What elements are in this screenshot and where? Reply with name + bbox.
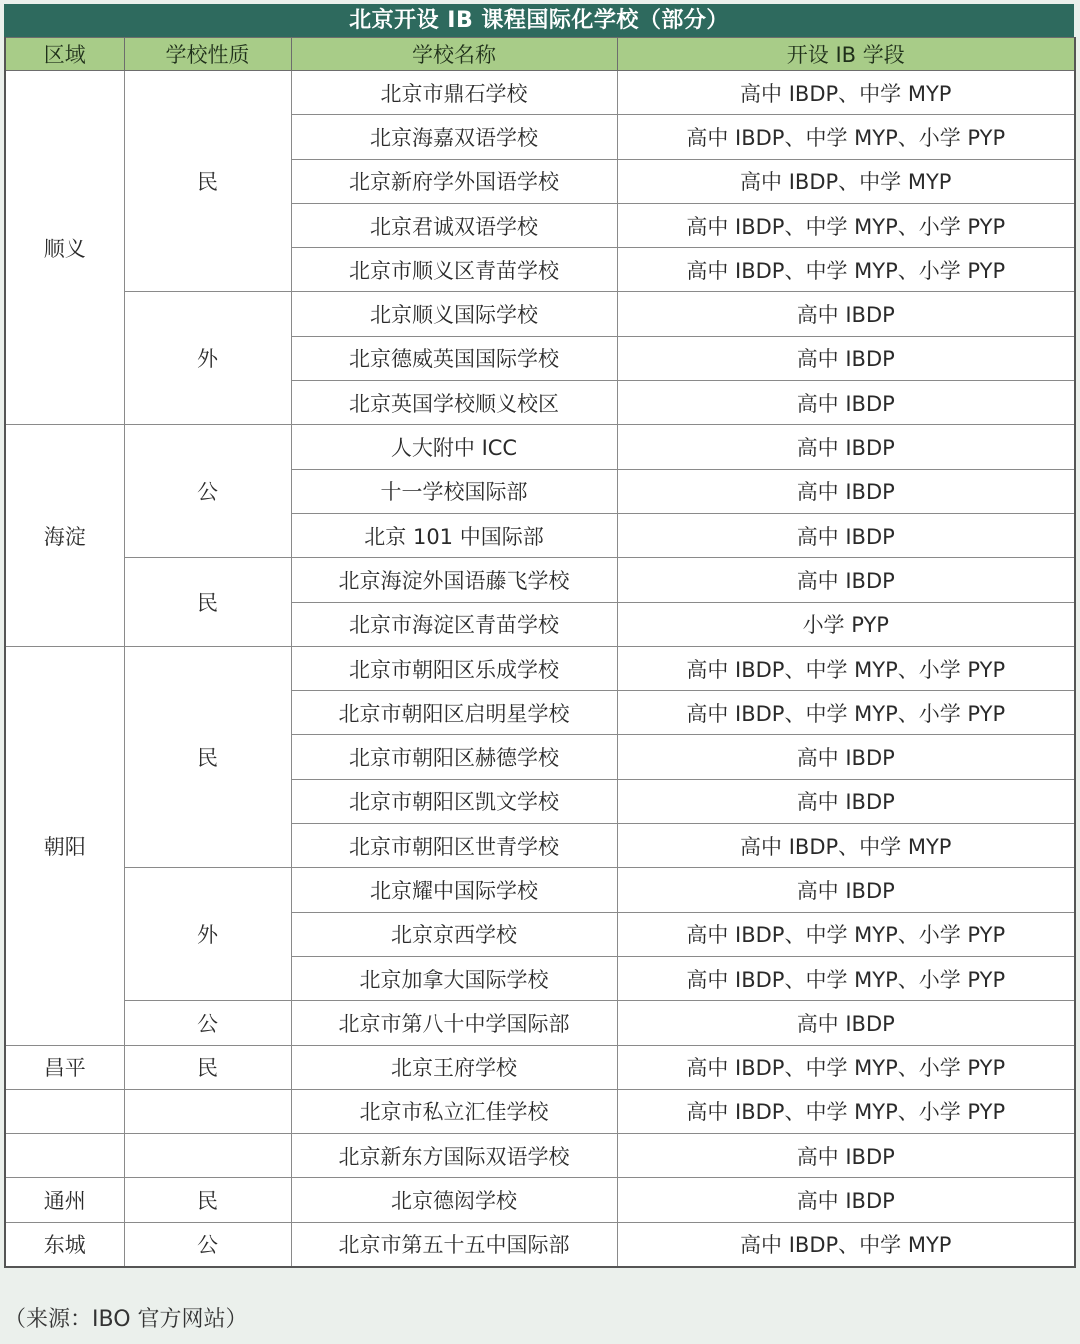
school-name-cell: 北京顺义国际学校 [291, 292, 617, 336]
table-row [5, 646, 1075, 690]
ib-stage-cell: 高中 IBDP、中学 MYP [617, 71, 1075, 115]
school-type-cell: 民 [124, 1178, 291, 1222]
school-type-cell: 外 [124, 868, 291, 1001]
ib-stage-cell: 高中 IBDP、中学 MYP、小学 PYP [617, 203, 1075, 247]
table-row [5, 1001, 1075, 1045]
ib-stage-cell: 高中 IBDP、中学 MYP、小学 PYP [617, 646, 1075, 690]
table-row [5, 1089, 1075, 1133]
ib-stage-cell: 高中 IBDP [617, 1134, 1075, 1178]
ib-stage-cell: 高中 IBDP、中学 MYP、小学 PYP [617, 115, 1075, 159]
ib-stage-cell: 高中 IBDP [617, 425, 1075, 469]
school-name-cell: 北京王府学校 [291, 1045, 617, 1089]
school-name-cell: 北京市私立汇佳学校 [291, 1089, 617, 1133]
ib-stage-cell: 高中 IBDP、中学 MYP、小学 PYP [617, 912, 1075, 956]
school-type-cell: 公 [124, 1001, 291, 1045]
school-name-cell: 十一学校国际部 [291, 469, 617, 513]
header-region: 区域 [5, 38, 124, 71]
school-type-cell: 民 [124, 558, 291, 647]
school-name-cell: 北京加拿大国际学校 [291, 956, 617, 1000]
region-cell: 昌平 [5, 1045, 124, 1089]
school-name-cell: 北京市朝阳区乐成学校 [291, 646, 617, 690]
school-name-cell: 人大附中 ICC [291, 425, 617, 469]
header-ib-stage: 开设 IB 学段 [617, 38, 1075, 71]
region-cell: 东城 [5, 1222, 124, 1267]
ib-stage-cell: 高中 IBDP [617, 558, 1075, 602]
ib-stage-cell: 高中 IBDP、中学 MYP、小学 PYP [617, 1089, 1075, 1133]
ib-stage-cell: 高中 IBDP [617, 779, 1075, 823]
school-type-cell: 外 [124, 292, 291, 425]
ib-stage-cell: 高中 IBDP、中学 MYP [617, 824, 1075, 868]
table-row [5, 1134, 1075, 1178]
school-type-cell: 民 [124, 646, 291, 867]
school-type-cell: 民 [124, 71, 291, 292]
school-name-cell: 北京 101 中国际部 [291, 513, 617, 557]
ib-stage-cell: 高中 IBDP、中学 MYP、小学 PYP [617, 691, 1075, 735]
ib-stage-cell: 高中 IBDP [617, 336, 1075, 380]
school-name-cell: 北京德威英国国际学校 [291, 336, 617, 380]
school-name-cell: 北京英国学校顺义校区 [291, 381, 617, 425]
school-name-cell: 北京海嘉双语学校 [291, 115, 617, 159]
school-name-cell: 北京新东方国际双语学校 [291, 1134, 617, 1178]
school-name-cell: 北京市朝阳区世青学校 [291, 824, 617, 868]
school-name-cell: 北京耀中国际学校 [291, 868, 617, 912]
table-row [5, 292, 1075, 336]
ib-stage-cell: 高中 IBDP、中学 MYP、小学 PYP [617, 248, 1075, 292]
ib-stage-cell: 高中 IBDP [617, 292, 1075, 336]
region-cell: 朝阳 [5, 646, 124, 1045]
region-cell [5, 1089, 124, 1133]
table-title: 北京开设 IB 课程国际化学校（部分） [4, 4, 1074, 37]
header-school-name: 学校名称 [291, 38, 617, 71]
region-cell [5, 1134, 124, 1178]
table-row [5, 1045, 1075, 1089]
school-type-cell: 公 [124, 425, 291, 558]
school-name-cell: 北京京西学校 [291, 912, 617, 956]
region-cell: 海淀 [5, 425, 124, 646]
school-name-cell: 北京市第五十五中国际部 [291, 1222, 617, 1267]
ib-stage-cell: 高中 IBDP [617, 381, 1075, 425]
school-name-cell: 北京德闳学校 [291, 1178, 617, 1222]
ib-stage-cell: 高中 IBDP、中学 MYP、小学 PYP [617, 956, 1075, 1000]
table-row [5, 71, 1075, 115]
region-cell: 顺义 [5, 71, 124, 425]
region-cell: 通州 [5, 1178, 124, 1222]
school-type-cell: 民 [124, 1045, 291, 1089]
table-row [5, 425, 1075, 469]
school-name-cell: 北京海淀外国语藤飞学校 [291, 558, 617, 602]
ib-stage-cell: 高中 IBDP、中学 MYP、小学 PYP [617, 1045, 1075, 1089]
ib-stage-cell: 高中 IBDP [617, 469, 1075, 513]
table-container [4, 4, 1074, 1268]
school-type-cell: 公 [124, 1222, 291, 1267]
table-row [5, 1222, 1075, 1267]
table-row [5, 868, 1075, 912]
school-name-cell: 北京市海淀区青苗学校 [291, 602, 617, 646]
school-type-cell [124, 1134, 291, 1178]
ib-stage-cell: 高中 IBDP [617, 1001, 1075, 1045]
school-name-cell: 北京市朝阳区赫德学校 [291, 735, 617, 779]
ib-stage-cell: 高中 IBDP [617, 513, 1075, 557]
ib-stage-cell: 高中 IBDP、中学 MYP [617, 159, 1075, 203]
school-name-cell: 北京市朝阳区凯文学校 [291, 779, 617, 823]
school-type-cell [124, 1089, 291, 1133]
ib-stage-cell: 高中 IBDP [617, 868, 1075, 912]
ib-stage-cell: 高中 IBDP、中学 MYP [617, 1222, 1075, 1267]
school-name-cell: 北京市顺义区青苗学校 [291, 248, 617, 292]
table-body [5, 71, 1075, 1268]
school-name-cell: 北京市第八十中学国际部 [291, 1001, 617, 1045]
school-name-cell: 北京市朝阳区启明星学校 [291, 691, 617, 735]
school-name-cell: 北京市鼎石学校 [291, 71, 617, 115]
table-row [5, 558, 1075, 602]
school-name-cell: 北京君诚双语学校 [291, 203, 617, 247]
ib-stage-cell: 高中 IBDP [617, 735, 1075, 779]
table-row [5, 1178, 1075, 1222]
source-note: （来源：IBO 官方网站） [4, 1307, 248, 1332]
header-school-type: 学校性质 [124, 38, 291, 71]
ib-stage-cell: 小学 PYP [617, 602, 1075, 646]
header-row [5, 38, 1075, 71]
ib-stage-cell: 高中 IBDP [617, 1178, 1075, 1222]
ib-schools-table [4, 37, 1076, 1268]
school-name-cell: 北京新府学外国语学校 [291, 159, 617, 203]
